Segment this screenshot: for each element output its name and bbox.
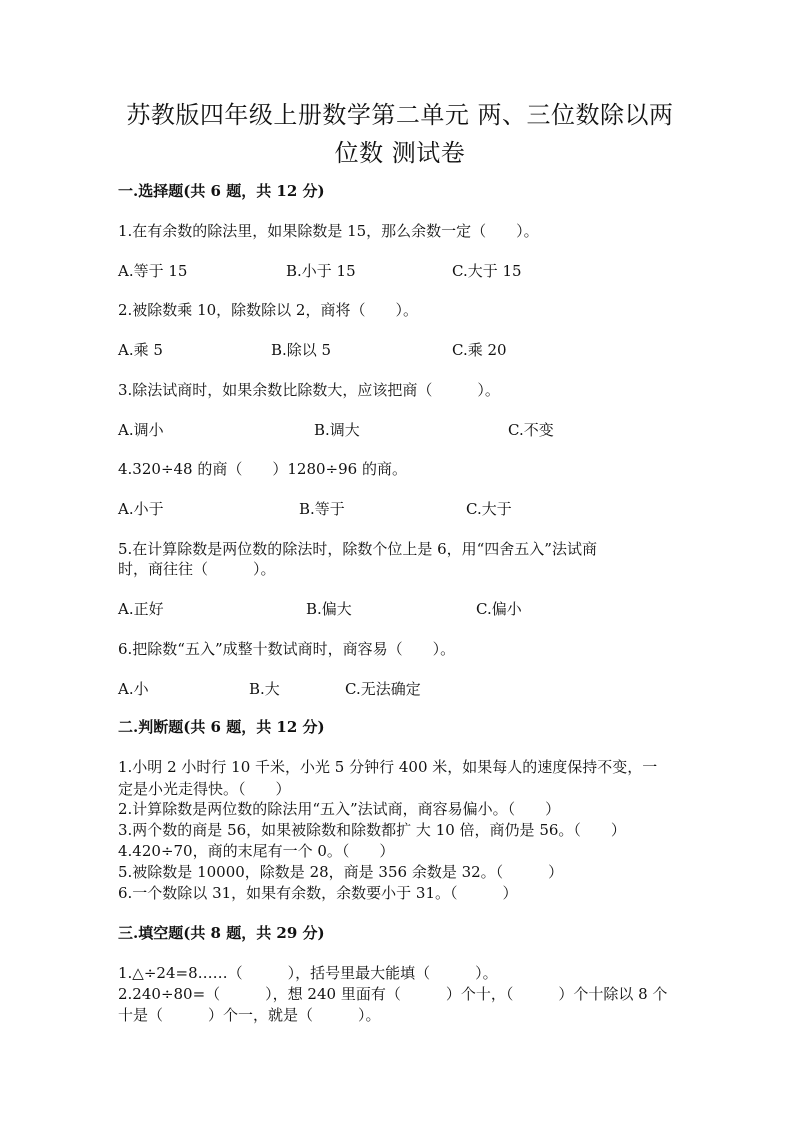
option-1a: A.等于 15: [118, 262, 188, 280]
question-1: 1.在有余数的除法里，如果除数是 15，那么余数一定（ ）。: [118, 222, 539, 240]
option-3a: A.调小: [118, 421, 164, 439]
judge-6: 6.一个数除以 31，如果有余数，余数要小于 31。（ ）: [118, 884, 518, 902]
fill-2-line-2: 十是（ ）个一，就是（ ）。: [118, 1006, 381, 1024]
section-heading-choice: 一.选择题(共 6 题，共 12 分): [118, 182, 325, 200]
judge-5: 5.被除数是 10000，除数是 28，商是 356 余数是 32。（ ）: [118, 863, 564, 881]
judge-2: 2.计算除数是两位数的除法用“五入”法试商，商容易偏小。（ ）: [118, 800, 561, 818]
question-5-line-1: 5.在计算除数是两位数的除法时，除数个位上是 6，用“四舍五入”法试商: [118, 540, 597, 558]
question-6: 6.把除数“五入”成整十数试商时，商容易（ ）。: [118, 640, 456, 658]
judge-3: 3.两个数的商是 56，如果被除数和除数都扩 大 10 倍，商仍是 56。（ ）: [118, 821, 626, 839]
option-2b: B.除以 5: [271, 341, 332, 359]
option-2a: A.乘 5: [118, 341, 163, 359]
option-3b: B.调大: [314, 421, 360, 439]
option-5c: C.偏小: [476, 600, 522, 618]
option-5b: B.偏大: [306, 600, 352, 618]
title-line-2: 位数 测试卷: [334, 139, 466, 167]
option-6c: C.无法确定: [345, 680, 421, 698]
fill-2-line-1: 2.240÷80=（ ），想 240 里面有（ ）个十，（ ）个十除以 8 个: [118, 985, 668, 1003]
option-2c: C.乘 20: [452, 341, 507, 359]
section-heading-fill: 三.填空题(共 8 题，共 29 分): [118, 924, 325, 942]
question-2: 2.被除数乘 10，除数除以 2，商将（ ）。: [118, 301, 418, 319]
judge-1-line-2: 定是小光走得快。（ ）: [118, 780, 291, 798]
option-4a: A.小于: [118, 500, 164, 518]
option-4b: B.等于: [299, 500, 345, 518]
question-4: 4.320÷48 的商（ ）1280÷96 的商。: [118, 460, 407, 478]
option-6a: A.小: [118, 680, 149, 698]
option-5a: A.正好: [118, 600, 164, 618]
judge-1-line-1: 1.小明 2 小时行 10 千米，小光 5 分钟行 400 米，如果每人的速度保持不变，一: [118, 758, 658, 776]
option-6b: B.大: [249, 680, 280, 698]
fill-1: 1.△÷24=8……（ ），括号里最大能填（ ）。: [118, 964, 498, 982]
option-1c: C.大于 15: [452, 262, 522, 280]
option-1b: B.小于 15: [286, 262, 356, 280]
question-5-line-2: 时，商往往（ ）。: [118, 560, 276, 578]
title-line-1: 苏教版四年级上册数学第二单元 两、三位数除以两: [126, 101, 674, 129]
question-3: 3.除法试商时，如果余数比除数大，应该把商（ ）。: [118, 381, 500, 399]
judge-4: 4.420÷70，商的末尾有一个 0。（ ）: [118, 842, 395, 860]
section-heading-judge: 二.判断题(共 6 题，共 12 分): [118, 718, 325, 736]
page-title: [110, 96, 690, 172]
option-4c: C.大于: [466, 500, 512, 518]
option-3c: C.不变: [508, 421, 554, 439]
